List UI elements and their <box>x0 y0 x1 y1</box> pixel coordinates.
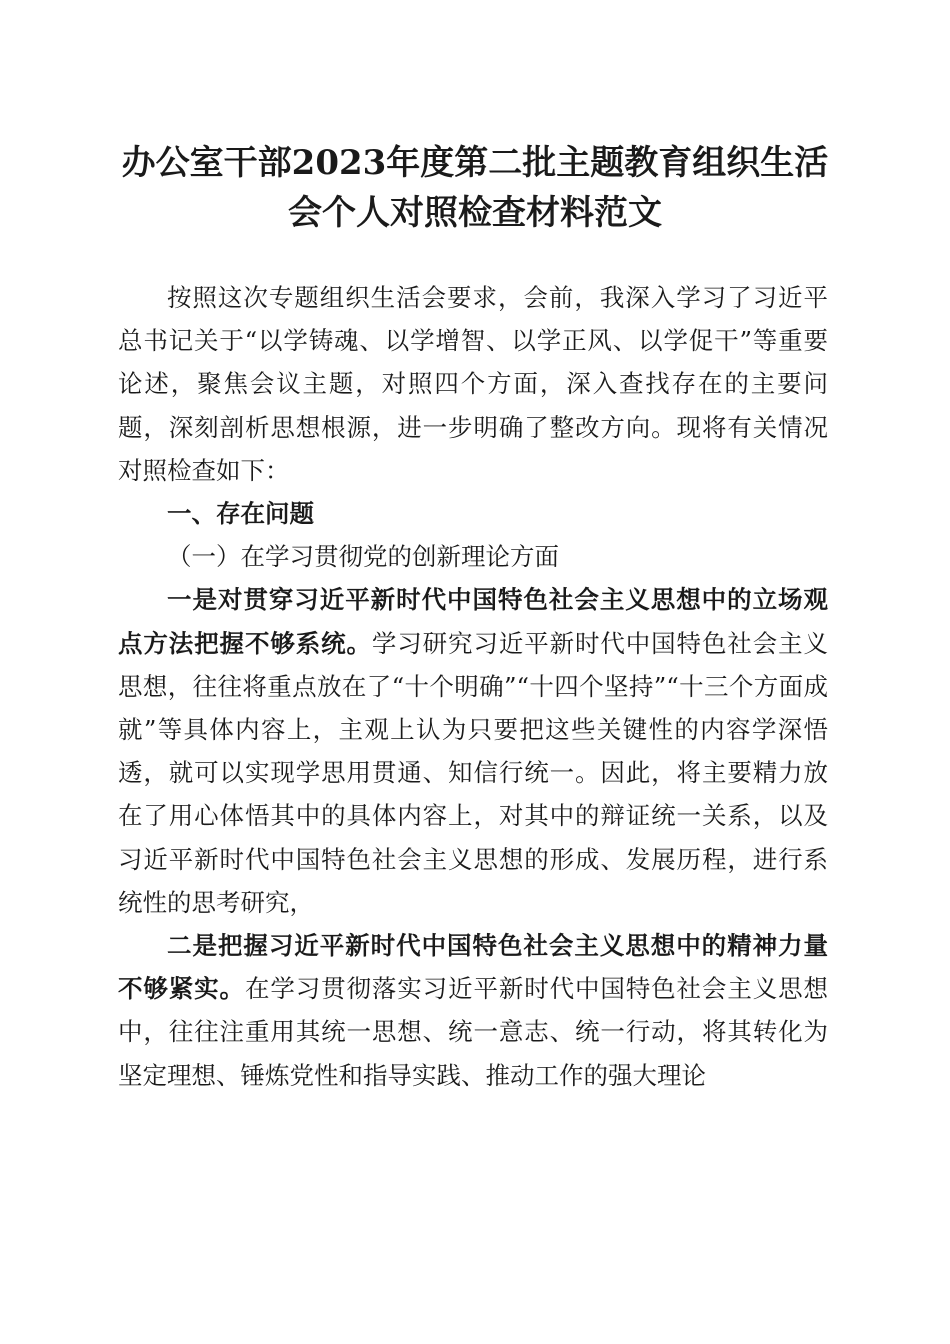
paragraph-2 <box>118 924 828 1097</box>
paragraph-2-lead: 二是把握习近平新时代中国特色社会主义思想中的精神力量不够紧实。 <box>118 931 828 1004</box>
paragraph-2-text: 在学习贯彻落实习近平新时代中国特色社会主义思想中，往往注重用其统一思想、统一意志、统一行动，将其转化为坚定理想、锤炼党性和指导实践、推动工作的强大理论 <box>118 974 829 1090</box>
section-heading: 一、存在问题 <box>167 499 314 529</box>
document-body <box>118 276 828 1097</box>
paragraph-1-lead: 一是对贯穿习近平新时代中国特色社会主义思想中的立场观点方法把握不够系统。 <box>118 585 828 658</box>
document-title: 办公室干部2023年度第二批主题教育组织生活会个人对照检查材料范文 <box>121 143 829 233</box>
intro-paragraph: 按照这次专题组织生活会要求，会前，我深入学习了习近平总书记关于“以学铸魂、以学增智、以学正风、以学促干”等重要论述，聚焦会议主题，对照四个方面，深入查找存在的主要问题，深刻剖析思想根源，进一步明确了整改方向。现将有关情况对照检查如下： <box>118 283 828 485</box>
subsection-heading: （一）在学习贯彻党的创新理论方面 <box>167 542 559 572</box>
paragraph-1 <box>118 578 828 924</box>
paragraph-1-text: 学习研究习近平新时代中国特色社会主义思想，往往将重点放在了“十个明确”“十四个坚持”“十三个方面成就”等具体内容上，主观上认为只要把这些关键性的内容学深悟透，就可以实现学思用贯通、知信行统一。因此，将主要精力放在了用心体悟其中的具体内容上，对其中的辩证统一关系，以及习近平新时代中国特色社会主义思想的形成、发展历程，进行系统性的思考研究， <box>118 628 828 917</box>
